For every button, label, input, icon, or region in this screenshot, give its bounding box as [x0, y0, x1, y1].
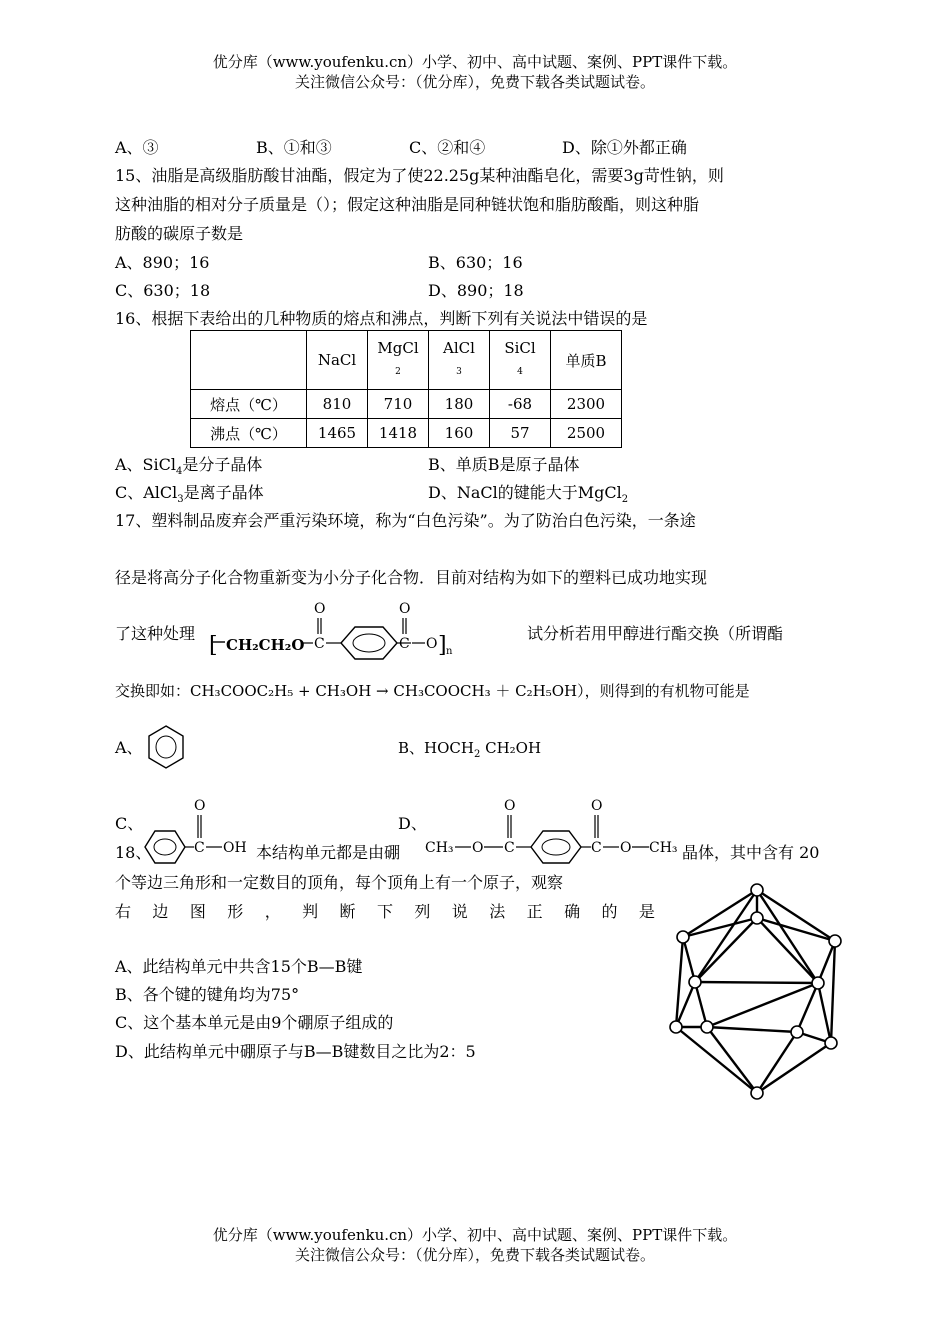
q14-option-d: D、除①外都正确: [562, 138, 687, 157]
carbon-2: C: [399, 636, 410, 652]
icosahedron-figure: [665, 875, 855, 1103]
benzene-ring: [531, 831, 581, 863]
mgcl2-formula: MgCl: [377, 339, 419, 357]
cell: 57: [490, 419, 551, 448]
benzene-ring: [341, 627, 397, 659]
carbon: C: [194, 840, 205, 856]
header-line-1: 优分库（www.youfenku.cn）小学、初中、高中试题、案例、PPT课件下载。: [212, 53, 738, 71]
benzoic-acid-structure: [137, 795, 255, 867]
q18-char: 正: [526, 902, 543, 921]
q18-stem-line-1-post: 晶体，其中含有 20: [682, 843, 820, 862]
oxygen-left: O: [472, 840, 484, 856]
benzene-inner: [154, 839, 176, 855]
edge: [683, 937, 695, 982]
edge: [831, 941, 835, 1043]
boron-atom: [825, 1037, 837, 1049]
boron-atom: [791, 1026, 803, 1038]
q18-char: 法: [489, 902, 506, 921]
q17-b-post: CH₂OH: [480, 739, 542, 757]
q16-stem: 16、根据下表给出的几种物质的熔点和沸点，判断下列有关说法中错误的是: [115, 309, 648, 328]
sicl4-subscript: 4: [517, 367, 523, 377]
q14-option-c: C、②和④: [409, 138, 486, 157]
q18-char: 断: [339, 902, 356, 921]
q16-option-d: [428, 481, 628, 512]
q18-char: 形: [227, 902, 244, 921]
q16-option-b: B、单质B是原子晶体: [428, 455, 580, 474]
q18-option-d: D、此结构单元中硼原子与B—B键数目之比为2：5: [115, 1042, 476, 1061]
carbon-1: C: [314, 636, 325, 652]
q16-a-pre: A、SiCl: [115, 455, 176, 474]
boron-atom: [677, 931, 689, 943]
q14-option-b: B、①和③: [256, 138, 332, 157]
boron-atom: [751, 884, 763, 896]
q18-char: ，: [264, 902, 281, 921]
oxygen-3: O: [426, 636, 438, 652]
table-header-nacl: NaCl: [307, 331, 368, 390]
q18-char: 是: [638, 902, 655, 921]
q15-stem-line-2: 这种油脂的相对分子质量是（）；假定这种油脂是同种链状饱和脂肪酸酯，则这种脂: [115, 195, 700, 214]
benzene-inner: [542, 839, 570, 855]
carbon-left: C: [504, 840, 515, 856]
q15-stem-line-1: 15、油脂是高级脂肪酸甘油酯，假定为了使22.25g某种油酯皂化，需要3g苛性钠，则: [115, 166, 724, 185]
q18-char: 右: [115, 902, 132, 921]
edge: [695, 918, 757, 982]
q17-option-c-label: C、: [115, 814, 144, 833]
q16-properties-table: [190, 330, 622, 448]
q18-char: 边: [152, 902, 169, 921]
q18-char: 判: [302, 902, 319, 921]
polymer-bracket-left: [: [209, 633, 218, 658]
benzene-ring: [149, 726, 183, 768]
alcl3-subscript: 3: [456, 367, 462, 377]
q15-option-b: B、630；16: [428, 253, 523, 272]
q17-b-pre: B、HOCH: [398, 739, 474, 757]
edge: [757, 890, 818, 983]
cell: 160: [429, 419, 490, 448]
q17-b-sub: 2: [473, 749, 481, 760]
table-header-sicl4: [490, 331, 551, 390]
edge: [757, 890, 835, 941]
edge: [695, 982, 818, 983]
q17-option-a-label: A、: [115, 738, 143, 757]
methyl-right: CH₃: [649, 840, 678, 856]
q16-option-a: [115, 453, 262, 484]
q15-option-d: D、890；18: [428, 281, 524, 300]
hydroxyl: OH: [223, 840, 247, 856]
cell: 810: [307, 390, 368, 419]
edge: [695, 982, 707, 1027]
q16-d-sub: 2: [621, 494, 629, 506]
cell: 710: [368, 390, 429, 419]
footer-line-1: 优分库（www.youfenku.cn）小学、初中、高中试题、案例、PPT课件下载。: [212, 1226, 738, 1244]
oxygen-right: O: [620, 840, 632, 856]
cell: 180: [429, 390, 490, 419]
q17-stem-line-3-post: 试分析若用甲醇进行酯交换（所谓酯: [527, 624, 784, 643]
table-corner-cell: [191, 331, 307, 390]
q15-option-a: A、890；16: [115, 253, 210, 272]
q18-char: 下: [376, 902, 393, 921]
boron-atom: [751, 912, 763, 924]
edge: [707, 1027, 757, 1093]
mgcl2-subscript: 2: [395, 367, 401, 377]
q17-stem-line-2: 径是将高分子化合物重新变为小分子化合物．目前对结构为如下的塑料已成功地实现: [115, 568, 708, 587]
q16-a-post: 是分子晶体: [182, 455, 263, 474]
edge: [757, 1043, 831, 1093]
q18-char: 确: [564, 902, 581, 921]
polymer-chain: CH₂CH₂O: [226, 636, 305, 654]
q18-char: 列: [414, 902, 431, 921]
dimethyl-terephthalate-structure: [425, 795, 683, 867]
boron-atom: [751, 1087, 763, 1099]
boron-atom: [829, 935, 841, 947]
polymer-bracket-right: ]: [438, 633, 447, 658]
q17-option-d-label: D、: [398, 814, 427, 833]
boron-atom: [812, 977, 824, 989]
oxygen-2: O: [399, 601, 411, 617]
methyl-left: CH₃: [425, 840, 454, 856]
q18-stem-line-1-mid: 本结构单元都是由硼: [256, 843, 401, 862]
alcl3-formula: AlCl: [443, 339, 475, 357]
q18-char: 图: [189, 902, 206, 921]
q17-option-b: [398, 736, 541, 767]
q16-option-c: [115, 481, 264, 512]
table-header-row: [191, 331, 622, 390]
q16-c-post: 是离子晶体: [183, 483, 264, 502]
edge: [757, 1032, 797, 1093]
oxygen: O: [194, 798, 206, 814]
boron-atom: [701, 1021, 713, 1033]
oxygen-1: O: [314, 601, 326, 617]
edge: [695, 890, 757, 982]
table-header-alcl3: [429, 331, 490, 390]
boron-atom: [670, 1021, 682, 1033]
row-label-melting: 熔点（℃）: [191, 390, 307, 419]
edge: [707, 1027, 797, 1032]
sicl4-formula: SiCl: [504, 339, 536, 357]
q18-number: 18、: [115, 843, 152, 862]
boron-atom: [689, 976, 701, 988]
q15-option-c: C、630；18: [115, 281, 211, 300]
q16-c-pre: C、AlCl: [115, 483, 178, 502]
table-header-mgcl2: [368, 331, 429, 390]
polymer-n: n: [446, 646, 453, 657]
q18-stem-line-2: 个等边三角形和一定数目的顶角，每个顶角上有一个原子，观察: [115, 873, 564, 892]
q18-char: 的: [601, 902, 618, 921]
q18-char: 说: [451, 902, 468, 921]
edge: [683, 918, 757, 937]
carbonyl-oxygen-right: O: [591, 798, 603, 814]
q17-stem-line-3-pre: 了这种处理: [115, 624, 196, 643]
q16-c-sub: 3: [177, 494, 184, 506]
polymer-structure: [205, 596, 495, 662]
q17-stem-line-4: 交换即如：CH₃COOC₂H₅ + CH₃OH → CH₃COOCH₃ ＋ C₂H₅OH），则得到的有机物可能是: [115, 682, 750, 700]
table-row: [191, 390, 622, 419]
benzene-inner: [353, 634, 385, 652]
q18-option-b: B、各个键的键角均为75°: [115, 985, 300, 1004]
table-header-element-b: 单质B: [551, 331, 622, 390]
cell: 1418: [368, 419, 429, 448]
q17-stem-line-1: 17、塑料制品废弃会严重污染环境，称为“白色污染”。为了防治白色污染，一条途: [115, 511, 696, 530]
header-line-2: 关注微信公众号：（优分库），免费下载各类试题试卷。: [294, 73, 655, 91]
footer-line-2: 关注微信公众号：（优分库），免费下载各类试题试卷。: [294, 1246, 655, 1264]
edge: [676, 1027, 757, 1093]
cell: -68: [490, 390, 551, 419]
table-row: [191, 419, 622, 448]
cell: 2300: [551, 390, 622, 419]
cell: 1465: [307, 419, 368, 448]
edge: [818, 983, 831, 1043]
q18-option-a: A、此结构单元中共含15个B—B键: [115, 957, 363, 976]
benzene-inner: [156, 736, 176, 758]
q18-stem-line-3: [115, 899, 655, 922]
cell: 2500: [551, 419, 622, 448]
q15-stem-line-3: 肪酸的碳原子数是: [115, 224, 244, 243]
carbonyl-oxygen-left: O: [504, 798, 516, 814]
q18-option-c: C、这个基本单元是由9个硼原子组成的: [115, 1013, 394, 1032]
q16-a-sub: 4: [176, 466, 183, 478]
benzene-structure: [145, 723, 187, 771]
q14-option-a: A、③: [115, 138, 159, 157]
q16-d-pre: D、NaCl的键能大于MgCl: [428, 483, 622, 502]
carbon-right: C: [591, 840, 602, 856]
row-label-boiling: 沸点（℃）: [191, 419, 307, 448]
